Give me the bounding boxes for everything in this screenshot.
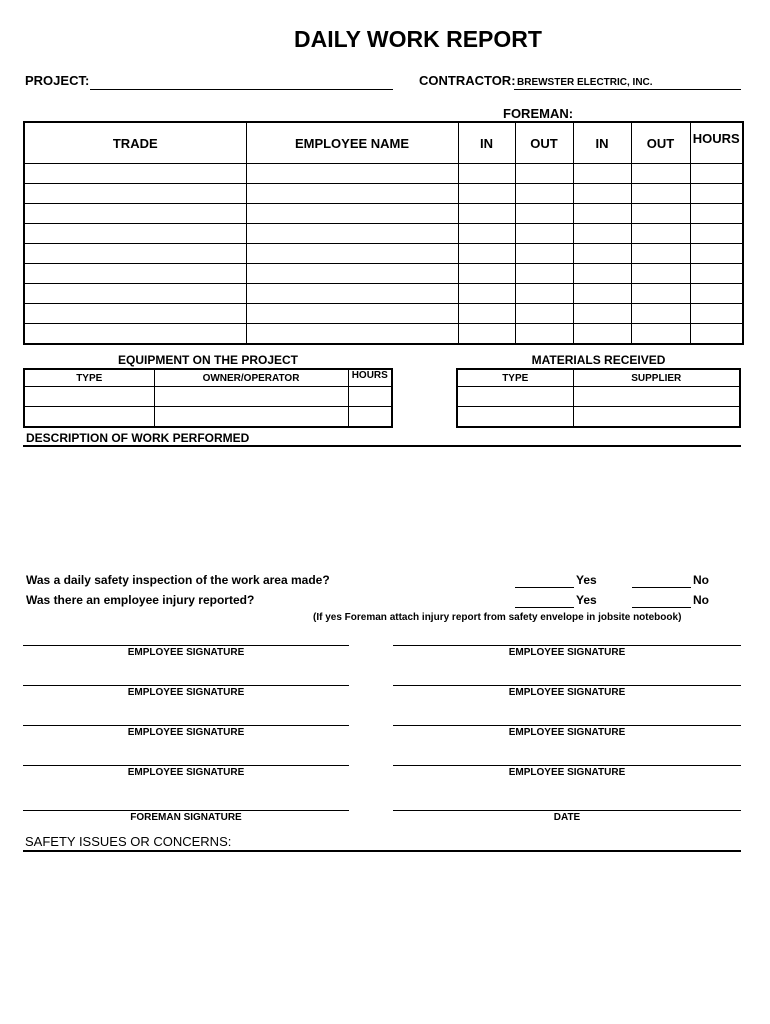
table-cell[interactable] (573, 407, 740, 428)
employee-signature-label: EMPLOYEE SIGNATURE (127, 687, 245, 698)
table-cell[interactable] (573, 284, 631, 304)
table-row (24, 304, 743, 324)
table-cell[interactable] (515, 264, 573, 284)
table-cell[interactable] (154, 407, 348, 428)
table-cell[interactable] (631, 224, 690, 244)
q2-yes-label: Yes (576, 593, 597, 607)
materials-table (456, 368, 741, 428)
safety-divider (23, 850, 741, 852)
employee-signature-line[interactable] (393, 725, 741, 726)
description-area[interactable] (23, 448, 741, 568)
employee-signature-line[interactable] (393, 645, 741, 646)
table-cell[interactable] (631, 304, 690, 324)
col-trade: TRADE (24, 122, 246, 164)
table-cell[interactable] (24, 224, 246, 244)
table-cell[interactable] (24, 164, 246, 184)
crew-table (23, 121, 744, 345)
table-row (24, 387, 392, 407)
table-cell[interactable] (690, 324, 743, 345)
date-label: DATE (553, 812, 581, 823)
table-cell[interactable] (515, 224, 573, 244)
table-cell[interactable] (690, 264, 743, 284)
col-hours: HOURS (690, 122, 743, 164)
employee-signature-label: EMPLOYEE SIGNATURE (127, 727, 245, 738)
table-cell[interactable] (348, 387, 392, 407)
table-cell[interactable] (348, 407, 392, 428)
table-cell[interactable] (457, 407, 573, 428)
table-row (24, 324, 743, 345)
table-cell[interactable] (246, 284, 458, 304)
q1-no-label: No (693, 573, 709, 587)
table-cell[interactable] (246, 244, 458, 264)
project-field[interactable] (90, 74, 393, 90)
employee-signature-line[interactable] (393, 685, 741, 686)
table-row (24, 164, 743, 184)
table-row (24, 184, 743, 204)
employee-signature-label: EMPLOYEE SIGNATURE (508, 647, 626, 658)
col-employee-name: EMPLOYEE NAME (246, 122, 458, 164)
employee-signature-label: EMPLOYEE SIGNATURE (127, 767, 245, 778)
date-line[interactable] (393, 810, 741, 811)
table-row (24, 407, 392, 428)
table-cell[interactable] (24, 284, 246, 304)
safety-label: SAFETY ISSUES OR CONCERNS: (25, 834, 232, 849)
table-cell[interactable] (573, 184, 631, 204)
employee-signature-line[interactable] (23, 645, 349, 646)
table-cell[interactable] (631, 164, 690, 184)
q2-no-label: No (693, 593, 709, 607)
table-row (24, 284, 743, 304)
table-cell[interactable] (690, 244, 743, 264)
question-safety-inspection: Was a daily safety inspection of the work area made? (26, 573, 330, 587)
table-cell[interactable] (690, 224, 743, 244)
col-in-1: IN (458, 122, 515, 164)
table-cell[interactable] (246, 304, 458, 324)
foreman-signature-label: FOREMAN SIGNATURE (130, 812, 242, 823)
table-cell[interactable] (573, 264, 631, 284)
table-cell[interactable] (573, 204, 631, 224)
q1-no-blank[interactable] (632, 574, 691, 588)
equipment-table (23, 368, 393, 428)
table-cell[interactable] (154, 387, 348, 407)
employee-signature-line[interactable] (23, 725, 349, 726)
table-row (24, 244, 743, 264)
q2-yes-blank[interactable] (515, 594, 574, 608)
table-cell[interactable] (515, 204, 573, 224)
table-cell[interactable] (24, 264, 246, 284)
crew-header-row (24, 122, 743, 164)
table-cell[interactable] (515, 304, 573, 324)
table-cell[interactable] (573, 224, 631, 244)
col-out-2: OUT (631, 122, 690, 164)
injury-note: (If yes Foreman attach injury report from safety envelope in jobsite notebook) (313, 612, 682, 623)
employee-signature-label: EMPLOYEE SIGNATURE (508, 687, 626, 698)
table-cell[interactable] (573, 304, 631, 324)
materials-title: MATERIALS RECEIVED (531, 353, 666, 367)
table-cell[interactable] (690, 304, 743, 324)
mat-col-type: TYPE (457, 369, 573, 387)
contractor-value: BREWSTER ELECTRIC, INC. (517, 77, 653, 88)
table-cell[interactable] (458, 304, 515, 324)
table-cell[interactable] (24, 387, 154, 407)
contractor-field[interactable] (514, 74, 741, 90)
table-cell[interactable] (458, 244, 515, 264)
table-cell[interactable] (573, 387, 740, 407)
table-cell[interactable] (573, 164, 631, 184)
table-cell[interactable] (246, 224, 458, 244)
table-cell[interactable] (246, 324, 458, 345)
table-cell[interactable] (458, 264, 515, 284)
table-cell[interactable] (515, 284, 573, 304)
employee-signature-label: EMPLOYEE SIGNATURE (508, 727, 626, 738)
safety-area[interactable] (23, 853, 741, 1003)
table-cell[interactable] (246, 264, 458, 284)
equip-col-owner: OWNER/OPERATOR (154, 369, 348, 387)
table-cell[interactable] (573, 324, 631, 345)
description-divider (23, 445, 741, 447)
table-cell[interactable] (246, 204, 458, 224)
table-cell[interactable] (690, 184, 743, 204)
page-title: DAILY WORK REPORT (294, 26, 542, 52)
table-row (457, 407, 740, 428)
contractor-label: CONTRACTOR: (419, 73, 516, 88)
employee-signature-line[interactable] (23, 685, 349, 686)
table-row (24, 264, 743, 284)
table-cell[interactable] (458, 164, 515, 184)
table-cell[interactable] (24, 407, 154, 428)
table-cell[interactable] (631, 264, 690, 284)
table-cell[interactable] (515, 324, 573, 345)
table-row (457, 387, 740, 407)
foreman-signature-line[interactable] (23, 810, 349, 811)
table-cell[interactable] (457, 387, 573, 407)
table-cell[interactable] (24, 304, 246, 324)
table-cell[interactable] (631, 204, 690, 224)
table-cell[interactable] (631, 244, 690, 264)
employee-signature-label: EMPLOYEE SIGNATURE (508, 767, 626, 778)
table-cell[interactable] (24, 204, 246, 224)
table-cell[interactable] (631, 184, 690, 204)
foreman-label: FOREMAN: (503, 106, 574, 121)
equip-col-hours: HOURS (348, 369, 392, 387)
employee-signature-label: EMPLOYEE SIGNATURE (127, 647, 245, 658)
table-cell[interactable] (631, 284, 690, 304)
table-cell[interactable] (24, 184, 246, 204)
table-cell[interactable] (24, 324, 246, 345)
q1-yes-label: Yes (576, 573, 597, 587)
col-in-2: IN (573, 122, 631, 164)
employee-signature-line[interactable] (393, 765, 741, 766)
equipment-title: EQUIPMENT ON THE PROJECT (117, 353, 299, 367)
project-label: PROJECT: (25, 73, 90, 88)
table-row (24, 204, 743, 224)
table-cell[interactable] (246, 184, 458, 204)
q1-yes-blank[interactable] (515, 574, 574, 588)
table-cell[interactable] (458, 204, 515, 224)
table-cell[interactable] (690, 284, 743, 304)
table-cell[interactable] (458, 224, 515, 244)
table-cell[interactable] (246, 164, 458, 184)
table-cell[interactable] (690, 164, 743, 184)
mat-col-supplier: SUPPLIER (573, 369, 740, 387)
table-cell[interactable] (515, 184, 573, 204)
table-cell[interactable] (631, 324, 690, 345)
table-cell[interactable] (458, 284, 515, 304)
table-cell[interactable] (458, 184, 515, 204)
table-cell[interactable] (515, 244, 573, 264)
equip-col-type: TYPE (24, 369, 154, 387)
col-out-1: OUT (515, 122, 573, 164)
table-cell[interactable] (458, 324, 515, 345)
question-injury: Was there an employee injury reported? (26, 593, 255, 607)
table-row (24, 224, 743, 244)
employee-signature-line[interactable] (23, 765, 349, 766)
table-cell[interactable] (573, 244, 631, 264)
table-cell[interactable] (690, 204, 743, 224)
table-cell[interactable] (515, 164, 573, 184)
table-cell[interactable] (24, 244, 246, 264)
q2-no-blank[interactable] (632, 594, 691, 608)
description-label: DESCRIPTION OF WORK PERFORMED (26, 431, 250, 445)
